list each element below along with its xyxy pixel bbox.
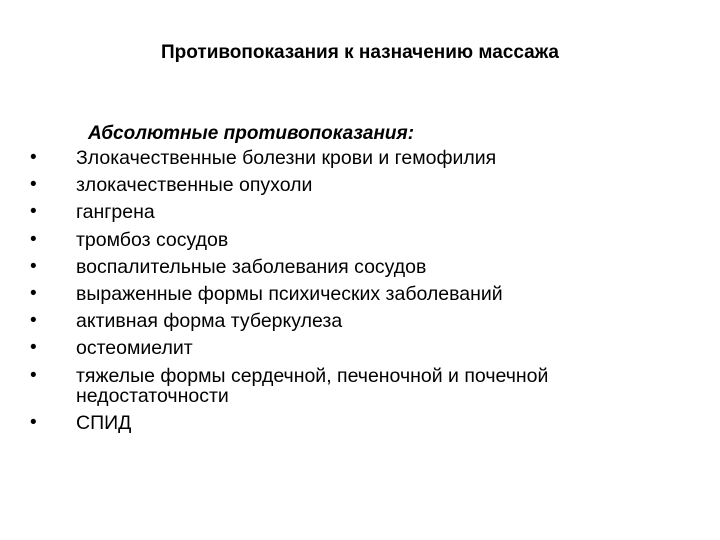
list-item	[30, 366, 700, 406]
bullet-icon: •	[30, 411, 37, 433]
list-item-text: Злокачественные болезни крови и гемофилия	[76, 147, 497, 169]
bullet-icon: •	[30, 337, 37, 359]
list-item	[30, 311, 700, 331]
list-heading: Абсолютные противопоказания:	[88, 123, 415, 144]
list-item	[30, 338, 700, 358]
list-item	[30, 175, 700, 195]
list-item-text: СПИД	[76, 411, 132, 434]
bullet-icon: •	[30, 201, 37, 223]
bullet-icon: •	[30, 147, 37, 168]
list-item-text: тяжелые формы сердечной, печеночной и почечной недостаточности	[76, 364, 549, 407]
bullet-icon: •	[30, 310, 37, 332]
bullet-icon: •	[30, 174, 37, 196]
contraindications-list	[30, 148, 700, 440]
bullet-icon: •	[30, 255, 37, 277]
list-item	[30, 230, 700, 250]
list-item-text: активная форма туберкулеза	[76, 310, 343, 333]
bullet-icon: •	[30, 282, 37, 304]
list-item	[30, 257, 700, 277]
bullet-icon: •	[30, 364, 37, 386]
list-item-text: злокачественные опухоли	[76, 174, 313, 197]
list-item-text: выраженные формы психических заболеваний	[76, 282, 503, 305]
list-item-text: остеомиелит	[76, 337, 193, 360]
slide-title: Противопоказания к назначению массажа	[161, 42, 559, 63]
list-item	[30, 284, 700, 304]
list-item	[30, 148, 700, 168]
list-item-text: воспалительные заболевания сосудов	[76, 255, 427, 278]
list-item	[30, 413, 700, 433]
list-item-text: тромбоз сосудов	[76, 228, 229, 251]
list-item	[30, 202, 700, 222]
list-item-text: гангрена	[76, 201, 155, 224]
bullet-icon: •	[30, 228, 37, 250]
